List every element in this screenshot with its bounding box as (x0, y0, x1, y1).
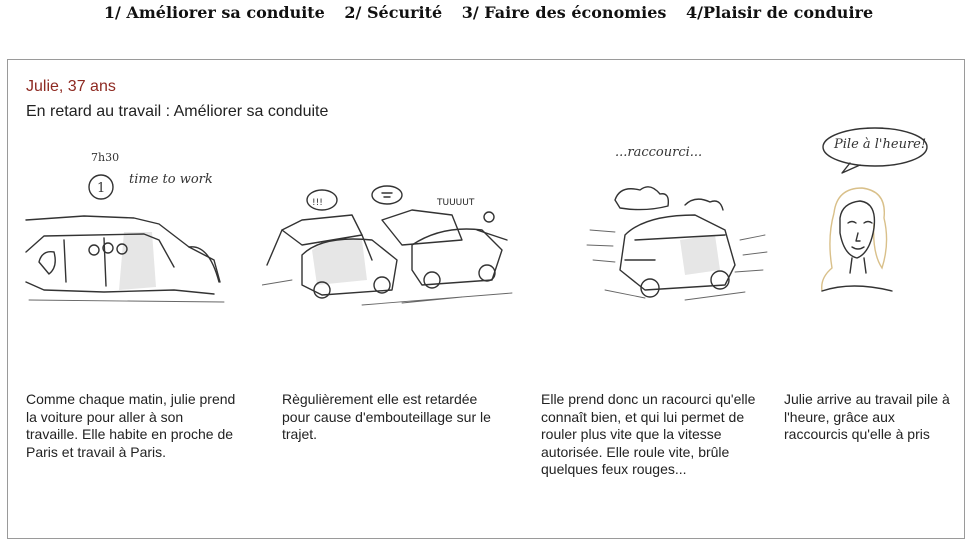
step-number-icon (86, 170, 120, 204)
traffic-jam-illustration (262, 185, 517, 310)
nav-item-securite[interactable]: 2/ Sécurité (344, 3, 443, 22)
speeding-car-illustration (585, 180, 770, 305)
story-title: En retard au travail : Améliorer sa conduite (26, 103, 329, 120)
car-interior-illustration (24, 212, 234, 307)
julie-portrait-illustration (812, 183, 902, 298)
shortcut-note: ...raccourci... (615, 145, 703, 160)
exclamation-bubble-text: !!! (312, 198, 323, 208)
nav-item-plaisir[interactable]: 4/Plaisir de conduire (686, 3, 874, 22)
nav-item-economies[interactable]: 3/ Faire des économies (461, 3, 667, 22)
persona-name: Julie, 37 ans (26, 78, 116, 95)
time-label: 7h30 (91, 151, 120, 164)
step-number: 1 (97, 181, 106, 196)
story-navigation (0, 0, 977, 28)
panel-2-caption: Règulièrement elle est retardée pour cause d'embouteillage sur le trajet. (282, 391, 491, 442)
time-to-work-note: time to work (129, 172, 213, 187)
nav-item-ameliorer[interactable]: 1/ Améliorer sa conduite (103, 3, 325, 22)
panel-3-caption: Elle prend donc un racourci qu'elle connaît bien, et qui lui permet de rouler plus vite que la vitesse autorisée. Elle roule vite, brûle quelques feux rouges... (541, 391, 756, 477)
honk-text: TUUUUT (437, 198, 475, 208)
on-time-note: Pile à l'heure! (834, 137, 927, 152)
panel-4-caption: Julie arrive au travail pile à l'heure, grâce aux raccourcis qu'elle à pris (784, 391, 950, 442)
panel-1-caption: Comme chaque matin, julie prend la voiture pour aller à son travaille. Elle habite en proche de Paris et travail à Paris. (26, 391, 236, 460)
